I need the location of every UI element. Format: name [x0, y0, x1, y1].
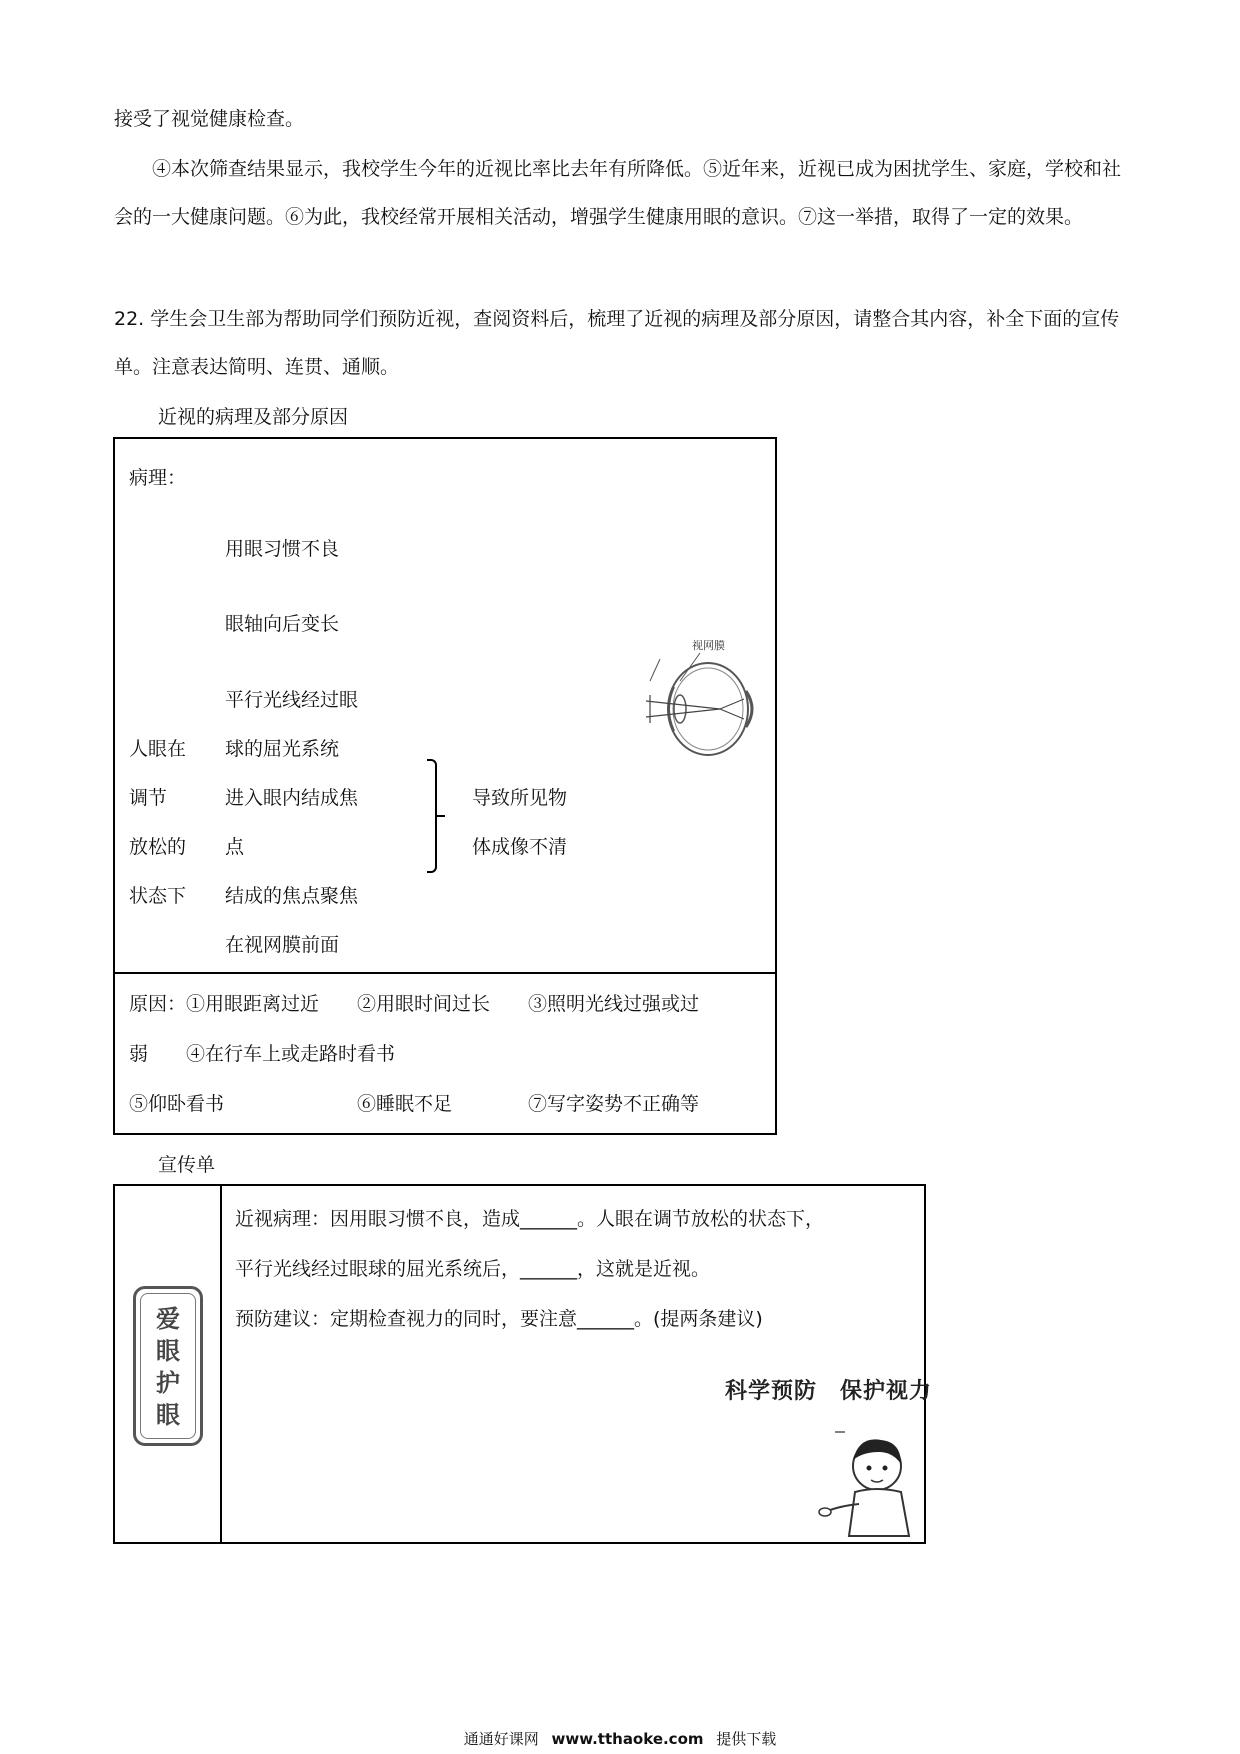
left-line-4: 状态下 [129, 885, 187, 907]
badge-char-4: 眼 [156, 1400, 180, 1429]
footer-site: 通通好课网 [463, 1730, 539, 1748]
mid-line-4: 点 [225, 836, 245, 858]
footer-suffix: 提供下载 [716, 1730, 777, 1748]
pathology-label: 病理： [129, 467, 187, 489]
reasons-line-1: 原因：①用眼距离过近 ②用眼时间过长 ③照明光线过强或过 [129, 993, 700, 1015]
cause-habit: 用眼习惯不良 [225, 538, 340, 560]
eye-label: 视网膜 [692, 639, 725, 652]
pathology-diagram [113, 437, 777, 1135]
flyer-separator [220, 1186, 222, 1542]
cause-axis: 眼轴向后变长 [225, 613, 340, 635]
badge-char-2: 眼 [156, 1336, 180, 1365]
page-footer [0, 1728, 1240, 1749]
flyer [113, 1184, 933, 1544]
brace [427, 759, 437, 873]
reasons-line-3: ⑤仰卧看书 ⑥睡眠不足 ⑦写字姿势不正确等 [129, 1093, 700, 1115]
result-line-1: 导致所见物 [472, 787, 568, 809]
flyer-line-3: 预防建议：定期检查视力的同时，要注意______。(提两条建议) [235, 1308, 763, 1330]
flyer-line-2: 平行光线经过眼球的屈光系统后，______，这就是近视。 [235, 1258, 711, 1280]
mid-line-1: 平行光线经过眼 [225, 689, 359, 711]
mid-line-5: 结成的焦点聚焦 [225, 885, 359, 907]
love-eye-badge [133, 1286, 203, 1446]
paragraph-4: ④本次筛查结果显示，我校学生今年的近视比率比去年有所降低。⑤近年来，近视已成为困扰学生、家庭，学校和社会的一大健康问题。⑥为此，我校经常开展相关活动，增强学生健康用眼的意识。⑦这一举措，取得了一定的效果。 [114, 158, 1122, 228]
reasons-line-2: 弱 ④在行车上或走路时看书 [129, 1043, 396, 1065]
diagram-divider [115, 972, 775, 974]
eye-diagram-icon [640, 629, 760, 799]
mid-line-6: 在视网膜前面 [225, 934, 340, 956]
flyer-slogan: 科学预防 保护视力 [725, 1379, 933, 1404]
mid-line-3: 进入眼内结成焦 [225, 787, 359, 809]
question-22: 22. 学生会卫生部为帮助同学们预防近视，查阅资料后，梳理了近视的病理及部分原因，请整合其内容，补全下面的宣传单。注意表达简明、连贯、通顺。 [114, 308, 1120, 378]
mid-line-2: 球的屈光系统 [225, 738, 340, 760]
left-line-3: 放松的 [129, 836, 187, 858]
footer-url[interactable]: www.tthaoke.com [551, 1730, 704, 1748]
flyer-caption: 宣传单 [158, 1154, 216, 1176]
badge-char-1: 爱 [156, 1304, 180, 1333]
badge-char-3: 护 [156, 1368, 180, 1397]
left-line-1: 人眼在 [129, 738, 187, 760]
cartoon-boy-icon [815, 1426, 915, 1538]
left-line-2: 调节 [129, 787, 168, 809]
intro-tail: 接受了视觉健康检查。 [114, 108, 305, 130]
flyer-line-1: 近视病理：因用眼习惯不良，造成______。人眼在调节放松的状态下， [235, 1208, 825, 1230]
result-line-2: 体成像不清 [472, 836, 568, 858]
diagram-caption: 近视的病理及部分原因 [158, 406, 349, 428]
brace-tip [437, 815, 445, 817]
